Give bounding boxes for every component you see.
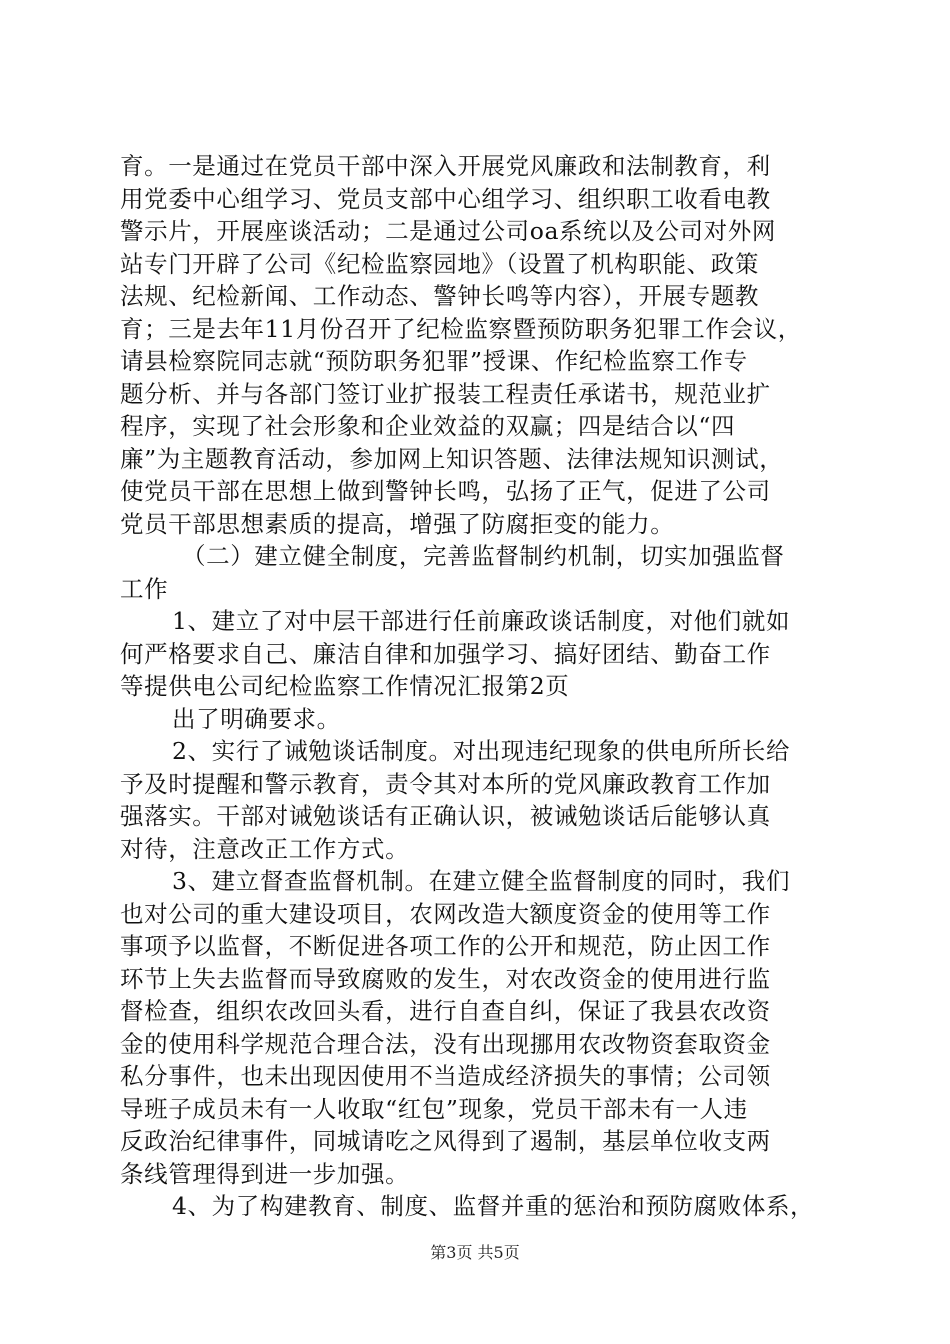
text-line: 出了明确要求。 <box>172 704 341 733</box>
text-line: 私分事件，也未出现因使用不当造成经济损失的事情；公司领 <box>120 1062 771 1090</box>
text-line: 用党委中心组学习、党员支部中心组学习、组织职工收看电教 <box>120 184 771 213</box>
text-line: 反政治纪律事件，同城请吃之风得到了遏制，基层单位收支两 <box>120 1127 771 1155</box>
section-heading: （二）建立健全制度，完善监督制约机制，切实加强监督 <box>182 542 785 570</box>
text-line: 金的使用科学规范合理合法，没有出现挪用农改物资套取资金 <box>120 1029 771 1058</box>
text-line: 环节上失去监督而导致腐败的发生，对农改资金的使用进行监 <box>120 964 771 993</box>
text-line: 4、为了构建教育、制度、监督并重的惩治和预防腐败体系， <box>172 1192 815 1220</box>
text-line: 使党员干部在思想上做到警钟长鸣，弘扬了正气，促进了公司 <box>120 477 771 505</box>
text-line: 何严格要求自己、廉洁自律和加强学习、搞好团结、勤奋工作 <box>120 639 771 668</box>
text-line: 予及时提醒和警示教育，责令其对本所的党风廉政教育工作加 <box>120 769 771 798</box>
text-line: 站专门开辟了公司《纪检监察园地》（设置了机构职能、政策 <box>120 249 759 278</box>
text-line: 育。一是通过在党员干部中深入开展党风廉政和法制教育，利 <box>120 152 771 180</box>
text-line: 育；三是去年11月份召开了纪检监察暨预防职务犯罪工作会议， <box>120 314 802 343</box>
text-line: 导班子成员未有一人收取“红包”现象，党员干部未有一人违 <box>120 1094 748 1123</box>
text-line: 请县检察院同志就“预防职务犯罪”授课、作纪检监察工作专 <box>120 347 748 375</box>
text-line: 对待，注意改正工作方式。 <box>120 834 410 863</box>
text-line: 2、实行了诫勉谈话制度。对出现违纪现象的供电所所长给 <box>172 737 791 765</box>
text-line: 题分析、并与各部门签订业扩报装工程责任承诺书，规范业扩 <box>120 379 771 408</box>
text-line: 也对公司的重大建设项目，农网改造大额度资金的使用等工作 <box>120 899 771 928</box>
text-line: 等提供电公司纪检监察工作情况汇报第2页 <box>120 672 570 700</box>
text-line: 督检查，组织农改回头看，进行自查自纠，保证了我县农改资 <box>120 997 771 1025</box>
text-line: 党员干部思想素质的提高，增强了防腐拒变的能力。 <box>120 509 675 538</box>
page-footer: 第3页 共5页 <box>430 1243 520 1262</box>
text-line: 1、建立了对中层干部进行任前廉政谈话制度，对他们就如 <box>172 607 791 635</box>
text-line: 条线管理得到进一步加强。 <box>120 1159 410 1188</box>
text-line: 法规、纪检新闻、工作动态、警钟长鸣等内容），开展专题教 <box>120 282 759 310</box>
section-heading-continued: 工作 <box>120 574 169 603</box>
text-line: 3、建立督查监督机制。在建立健全监督制度的同时，我们 <box>172 867 791 895</box>
text-line: 强落实。干部对诫勉谈话有正确认识，被诫勉谈话后能够认真 <box>120 802 771 830</box>
text-line: 程序，实现了社会形象和企业效益的双赢；四是结合以“四 <box>120 412 736 440</box>
text-line: 事项予以监督，不断促进各项工作的公开和规范，防止因工作 <box>120 932 771 960</box>
text-line: 警示片，开展座谈活动；二是通过公司oa系统以及公司对外网 <box>120 217 776 245</box>
document-body <box>120 150 840 1223</box>
text-line: 廉”为主题教育活动，参加网上知识答题、法律法规知识测试， <box>120 444 784 473</box>
